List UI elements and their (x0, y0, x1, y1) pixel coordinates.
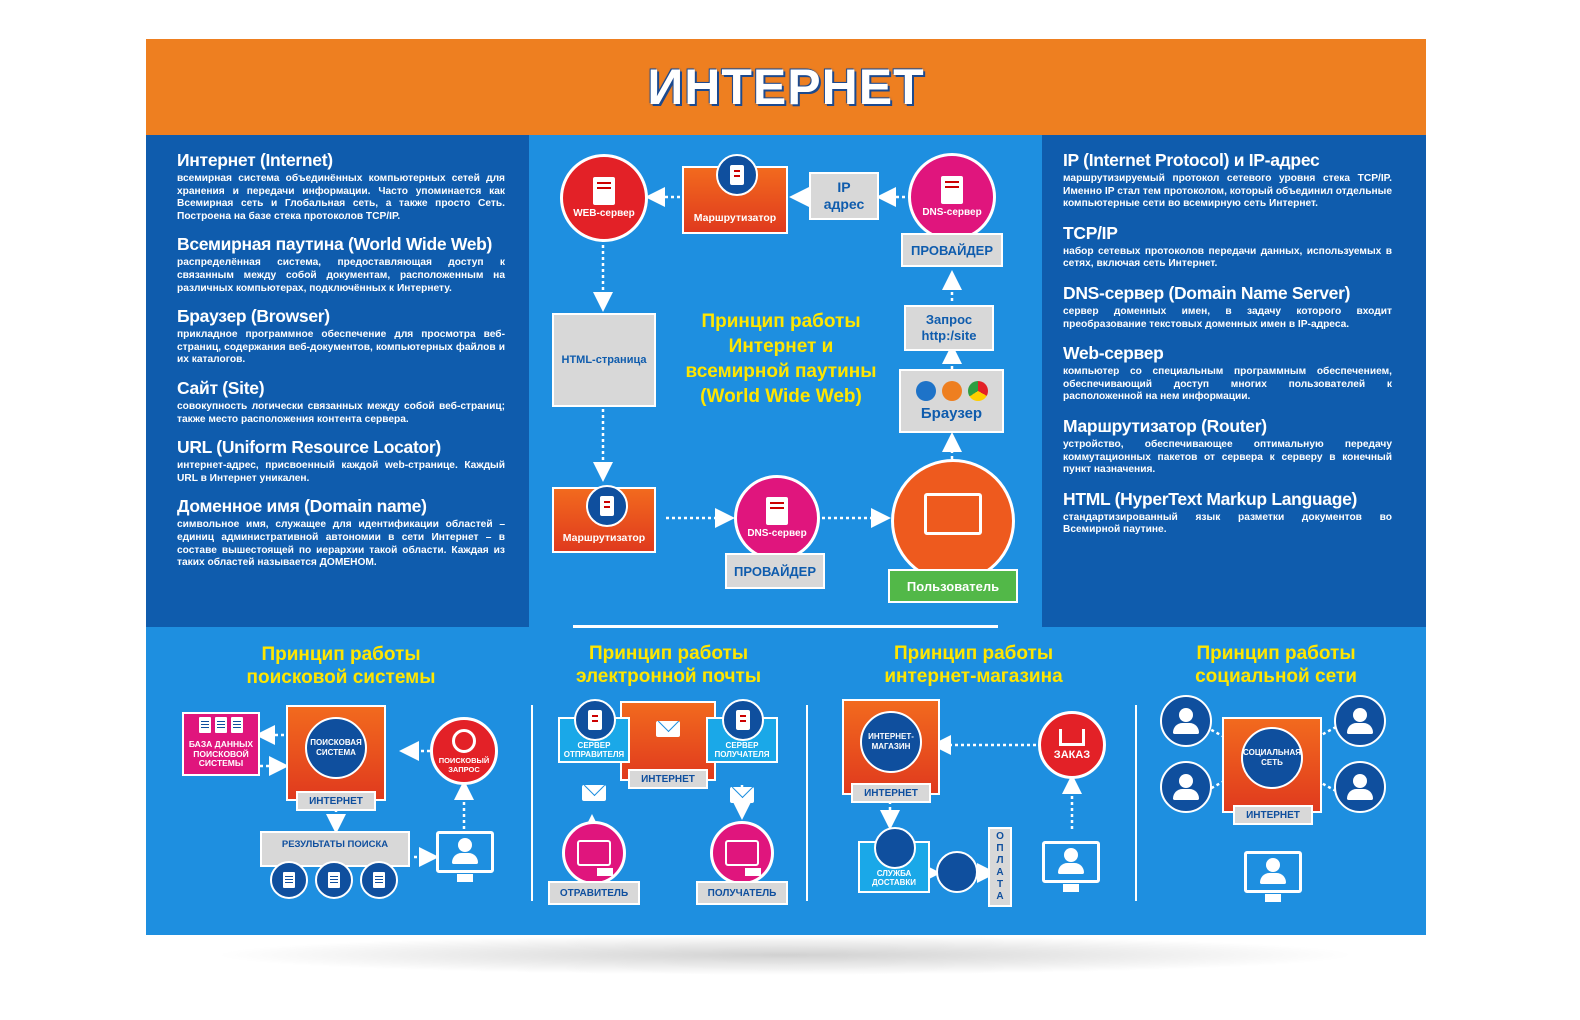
term-description: стандартизированный язык разметки документов во Всемирной паутине. (1063, 511, 1392, 536)
shop-internet-tag: ИНТЕРНЕТ (851, 783, 931, 803)
search-title-line2: поисковой системы (246, 667, 436, 688)
cart-icon (1059, 729, 1085, 746)
term-description: маршрутизируемый протокол сетевого уровня стека TCP/IP. Именно IP стал тем протоколом, который объединил отдельные компьютерные сети во всемирную сеть Интернет. (1063, 173, 1392, 210)
sender-server-icon (574, 699, 616, 741)
center-diagram-title (666, 309, 896, 409)
delivery-label (860, 869, 928, 887)
term-description: сервер доменных имен, в задачу которого входит преобразование текстовых доменных имен в IP-адреса. (1063, 305, 1392, 330)
term-description: устройство, обеспечивающее оптимальную передачу коммутационных пакетов от сервера к серверу в конечный пункт назначения. (1063, 438, 1392, 476)
server-icon (941, 176, 963, 204)
store-circle (860, 711, 922, 773)
search-engine-box (286, 705, 386, 801)
term-description: набор сетевых протоколов передачи данных, используемых в сетях, включая сеть Интернет. (1063, 245, 1392, 270)
term-description: всемирная система объединённых компьютерных сетей для хранения и передачи информации. Часто упоминается как Всемирная сеть и Глобальная сеть, а также просто Сеть. Построена на базе стека протоколов TCP/IP. (177, 173, 505, 222)
envelope-icon (582, 785, 606, 801)
center-title-line4: (World Wide Web) (700, 386, 862, 407)
section-separator (1135, 705, 1137, 901)
engine-line1: ПОИСКОВАЯ (310, 738, 362, 747)
social-internet-tag: ИНТЕРНЕТ (1233, 805, 1313, 825)
term-title: Маршрутизатор (Router) (1063, 415, 1267, 436)
email-title-line2: электронной почты (575, 666, 762, 687)
center-title-line1: Принцип работы (701, 311, 861, 332)
section-separator (806, 705, 808, 901)
router-icon (586, 485, 628, 527)
social-line1: СОЦИАЛЬНАЯ (1243, 748, 1301, 757)
search-section-title (196, 643, 486, 689)
truck-icon (874, 827, 916, 869)
ip-label-line2: адрес (823, 196, 865, 212)
term-title: Сайт (Site) (177, 377, 265, 398)
request-box (904, 305, 994, 351)
dns-server-top-node (908, 153, 996, 241)
database-label-line3: СИСТЕМЫ (198, 758, 244, 768)
social-network-circle (1241, 727, 1303, 789)
center-title-line2: Интернет и (728, 336, 834, 357)
router-bottom-node (552, 487, 656, 553)
delivery-line2: ДОСТАВКИ (871, 878, 917, 887)
term-title: Всемирная паутина (World Wide Web) (177, 234, 493, 255)
firefox-icon (942, 381, 962, 401)
email-internet-tag: ИНТЕРНЕТ (628, 769, 708, 789)
ip-address-box (809, 172, 879, 220)
term-title: Доменное имя (Domain name) (177, 496, 427, 517)
sender-tag: ОТРАВИТЕЛЬ (548, 881, 640, 905)
database-label-line2: ПОИСКОВОЙ (193, 748, 249, 759)
search-database-box (182, 712, 260, 776)
social-user-monitor-icon (1244, 851, 1302, 893)
sender-monitor-icon (577, 840, 611, 866)
social-user-icon (1160, 695, 1212, 747)
store-line1: ИНТЕРНЕТ- (868, 732, 914, 741)
poster-title: ИНТЕРНЕТ (647, 59, 925, 115)
term-title: DNS-сервер (Domain Name Server) (1063, 282, 1351, 303)
poster-shadow (210, 935, 1360, 975)
payment-tag: ОПЛАТА (988, 827, 1012, 907)
social-user-icon (1160, 761, 1212, 813)
online-store-box (842, 699, 940, 795)
envelope-icon (730, 787, 754, 803)
engine-line2: СИСТЕМА (316, 748, 356, 757)
sender-node (562, 821, 626, 885)
database-label-line1: БАЗА ДАННЫХ (188, 739, 254, 749)
shop-user-monitor-icon (1042, 841, 1100, 883)
user-icon (1064, 848, 1078, 862)
shop-section-title (851, 642, 1096, 688)
server-icon (766, 497, 788, 525)
search-title-line1: Принцип работы (261, 644, 421, 665)
term-title: TCP/IP (1063, 222, 1118, 243)
social-section-title (1156, 642, 1396, 688)
term-description: компьютер со специальным программным обеспечением, обеспечивающий доступ многих пользователей к расположенной на нем информации. (1063, 366, 1392, 403)
sender-server-line2: ОТПРАВИТЕЛЯ (563, 750, 625, 759)
receiver-server-icon (722, 699, 764, 741)
dns-server-bottom-node (734, 475, 820, 561)
center-title-line3: всемирной паутины (685, 361, 877, 382)
email-section-title (546, 642, 791, 688)
search-engine-circle (305, 717, 367, 779)
browser-icons (916, 381, 988, 401)
receiver-server-label (708, 741, 776, 759)
search-internet-tag: ИНТЕРНЕТ (296, 791, 376, 811)
sender-server-label (560, 741, 628, 759)
user-devices-node (891, 459, 1015, 583)
email-title-line1: Принцип работы (588, 643, 749, 664)
database-docs-icon (184, 717, 258, 738)
store-line2: МАГАЗИН (871, 742, 911, 751)
user-icon (1266, 858, 1280, 872)
term-description: распределённая система, предоставляющая доступ к связанным между собой документам, расположенным на различных компьютерах, подключённых к Интернету. (177, 257, 505, 294)
social-title-line2: социальной сети (1195, 666, 1357, 687)
section-separator (531, 705, 533, 901)
computer-icon (924, 493, 982, 535)
receiver-node (710, 821, 774, 885)
term-title: URL (Uniform Resource Locator) (177, 437, 441, 458)
ie-icon (916, 381, 936, 401)
term-title: Интернет (Internet) (177, 150, 333, 170)
database-label (184, 740, 258, 769)
chrome-icon (968, 381, 988, 401)
envelope-icon (656, 721, 680, 737)
browser-label: Браузер (920, 404, 983, 422)
router-top-node (682, 166, 788, 234)
search-query-node (430, 717, 498, 785)
receiver-server-line2: ПОЛУЧАТЕЛЯ (714, 750, 770, 759)
term-title: HTML (HyperText Markup Language) (1063, 488, 1358, 509)
shop-title-line2: интернет-магазина (884, 666, 1063, 687)
social-line2: СЕТЬ (1261, 758, 1283, 767)
social-user-icon (1334, 695, 1386, 747)
ip-label-line1: IP (837, 179, 851, 195)
social-user-icon (1334, 761, 1386, 813)
term-description: символьное имя, служащее для идентификации областей – единиц административной автономии в сети Интернет – в составе вышестоящей по иерархии такой области. Каждая из таких областей называется ДОМЕНОМ. (177, 519, 505, 569)
receiver-tag: ПОЛУЧАТЕЛЬ (696, 881, 788, 905)
receiver-monitor-icon (725, 840, 759, 866)
term-title: Браузер (Browser) (177, 306, 330, 327)
router-label: Маршрутизатор (562, 532, 646, 544)
result-doc-icon (270, 861, 308, 899)
dns-server-label: DNS-сервер (747, 528, 807, 539)
sender-server-line1: СЕРВЕР (577, 741, 611, 750)
user-icon (458, 838, 472, 852)
magnifier-icon (452, 729, 476, 753)
request-line2: http:/site (921, 328, 977, 343)
payment-hand-icon (936, 851, 978, 893)
term-description: совокупность логически связанных между собой веб-страниц; также место расположения контента сервера. (177, 400, 505, 425)
provider-bottom-box: ПРОВАЙДЕР (725, 553, 825, 589)
user-label-box: Пользователь (888, 569, 1018, 603)
order-node (1038, 711, 1106, 779)
search-results-box: РЕЗУЛЬТАТЫ ПОИСКА (260, 831, 410, 867)
request-line1: Запрос (925, 312, 973, 327)
search-user-monitor-icon (436, 831, 494, 873)
router-icon (716, 154, 758, 196)
browser-box (899, 369, 1004, 433)
shop-title-line1: Принцип работы (893, 643, 1054, 664)
result-doc-icon (315, 861, 353, 899)
server-icon (593, 177, 615, 205)
router-label: Маршрутизатор (693, 212, 777, 224)
term-description: интернет-адрес, присвоенный каждой web-странице. Каждый URL в Интернет уникален. (177, 460, 505, 484)
result-doc-icon (360, 861, 398, 899)
poster (146, 39, 1426, 935)
term-description: прикладное программное обеспечение для просмотра веб-страниц, содержания веб-документов, компьютерных файлов и их каталогов. (177, 329, 505, 366)
delivery-line1: СЛУЖБА (876, 869, 912, 878)
dns-server-label: DNS-сервер (922, 207, 982, 218)
social-title-line1: Принцип работы (1196, 643, 1356, 664)
web-server-node (560, 154, 648, 242)
web-server-label: WEB-сервер (573, 208, 635, 219)
query-line1: ПОИСКОВЫЙ (438, 755, 490, 765)
section-divider-line (573, 625, 998, 628)
term-title: Web-сервер (1063, 343, 1164, 364)
order-label: ЗАКАЗ (1053, 749, 1091, 761)
term-title: IP (Internet Protocol) и IP-адрес (1063, 150, 1320, 170)
html-page-box: HTML-страница (552, 313, 656, 407)
query-line2: ЗАПРОС (448, 764, 480, 774)
provider-top-box: ПРОВАЙДЕР (901, 233, 1003, 267)
receiver-server-line1: СЕРВЕР (725, 741, 759, 750)
social-network-box (1222, 717, 1322, 813)
